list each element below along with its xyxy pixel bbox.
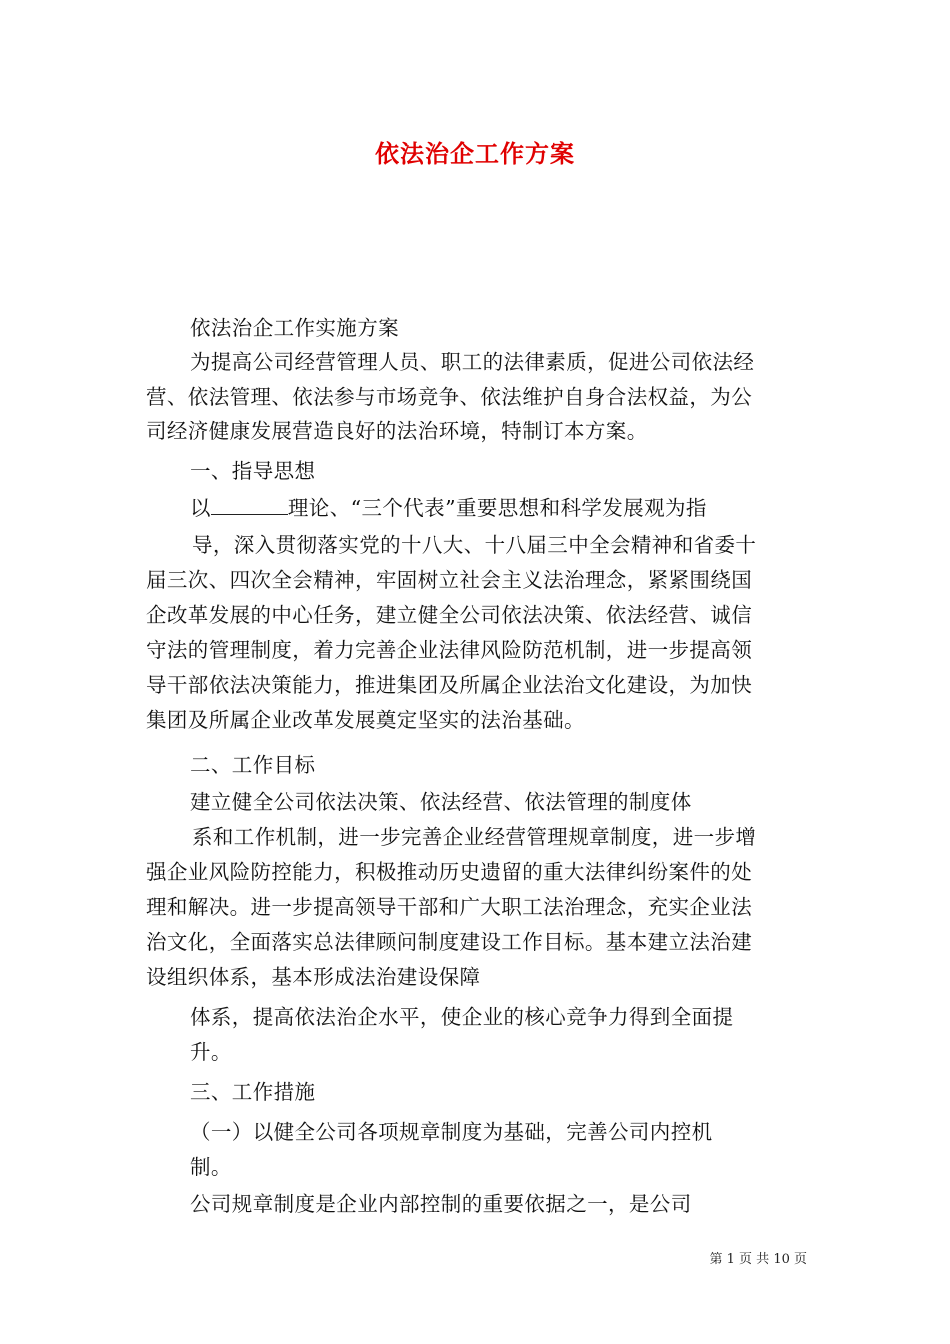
paragraph-line: 集团及所属企业改革发展奠定坚实的法治基础。 bbox=[146, 708, 585, 732]
section-heading: 三、工作措施 bbox=[190, 1080, 316, 1104]
paragraph-line: 守法的管理制度，着力完善企业法律风险防范机制，进一步提高领 bbox=[146, 638, 753, 662]
paragraph-line: 为提高公司经营管理人员、职工的法律素质，促进公司依法经 bbox=[190, 350, 755, 374]
paragraph-text: 以 bbox=[190, 496, 211, 520]
subsection-heading: 制。 bbox=[190, 1155, 232, 1179]
fill-in-blank bbox=[211, 496, 288, 515]
paragraph-line: 设组织体系，基本形成法治建设保障 bbox=[146, 965, 481, 989]
paragraph-line: 导干部依法决策能力，推进集团及所属企业法治文化建设，为加快 bbox=[146, 673, 753, 697]
paragraph-line: 公司规章制度是企业内部控制的重要依据之一，是公司 bbox=[190, 1192, 692, 1216]
paragraph-line: 系和工作机制，进一步完善企业经营管理规章制度，进一步增 bbox=[192, 825, 757, 849]
page-footer: 第 1 页 共 10 页 bbox=[709, 1252, 807, 1267]
paragraph-line: 理和解决。进一步提高领导干部和广大职工法治理念，充实企业法 bbox=[146, 895, 753, 919]
document-title: 依法治企工作方案 bbox=[375, 139, 575, 168]
paragraph-line: 届三次、四次全会精神，牢固树立社会主义法治理念，紧紧围绕国 bbox=[146, 568, 753, 592]
paragraph-line: 营、依法管理、依法参与市场竞争、依法维护自身合法权益，为公 bbox=[146, 385, 753, 409]
paragraph-line: 治文化，全面落实总法律顾问制度建设工作目标。基本建立法治建 bbox=[146, 930, 753, 954]
paragraph-line: 企改革发展的中心任务，建立健全公司依法决策、依法经营、诚信 bbox=[146, 603, 753, 627]
paragraph-line: 导，深入贯彻落实党的十八大、十八届三中全会精神和省委十 bbox=[192, 533, 757, 557]
paragraph-line: 升。 bbox=[190, 1040, 232, 1064]
paragraph-text: 理论、“三个代表”重要思想和科学发展观为指 bbox=[287, 496, 707, 520]
paragraph-line: 司经济健康发展营造良好的法治环境，特制订本方案。 bbox=[146, 419, 648, 443]
paragraph-line: 强企业风险防控能力，积极推动历史遗留的重大法律纠纷案件的处 bbox=[146, 860, 753, 884]
paragraph-line bbox=[190, 496, 707, 520]
section-heading: 二、工作目标 bbox=[190, 753, 316, 777]
paragraph-line: 依法治企工作实施方案 bbox=[190, 316, 399, 340]
paragraph-line: 体系，提高依法治企水平，使企业的核心竞争力得到全面提 bbox=[190, 1005, 734, 1029]
paragraph-line: 建立健全公司依法决策、依法经营、依法管理的制度体 bbox=[190, 790, 692, 814]
section-heading: 一、指导思想 bbox=[190, 459, 316, 483]
subsection-heading: （一）以健全公司各项规章制度为基础，完善公司内控机 bbox=[190, 1120, 713, 1144]
